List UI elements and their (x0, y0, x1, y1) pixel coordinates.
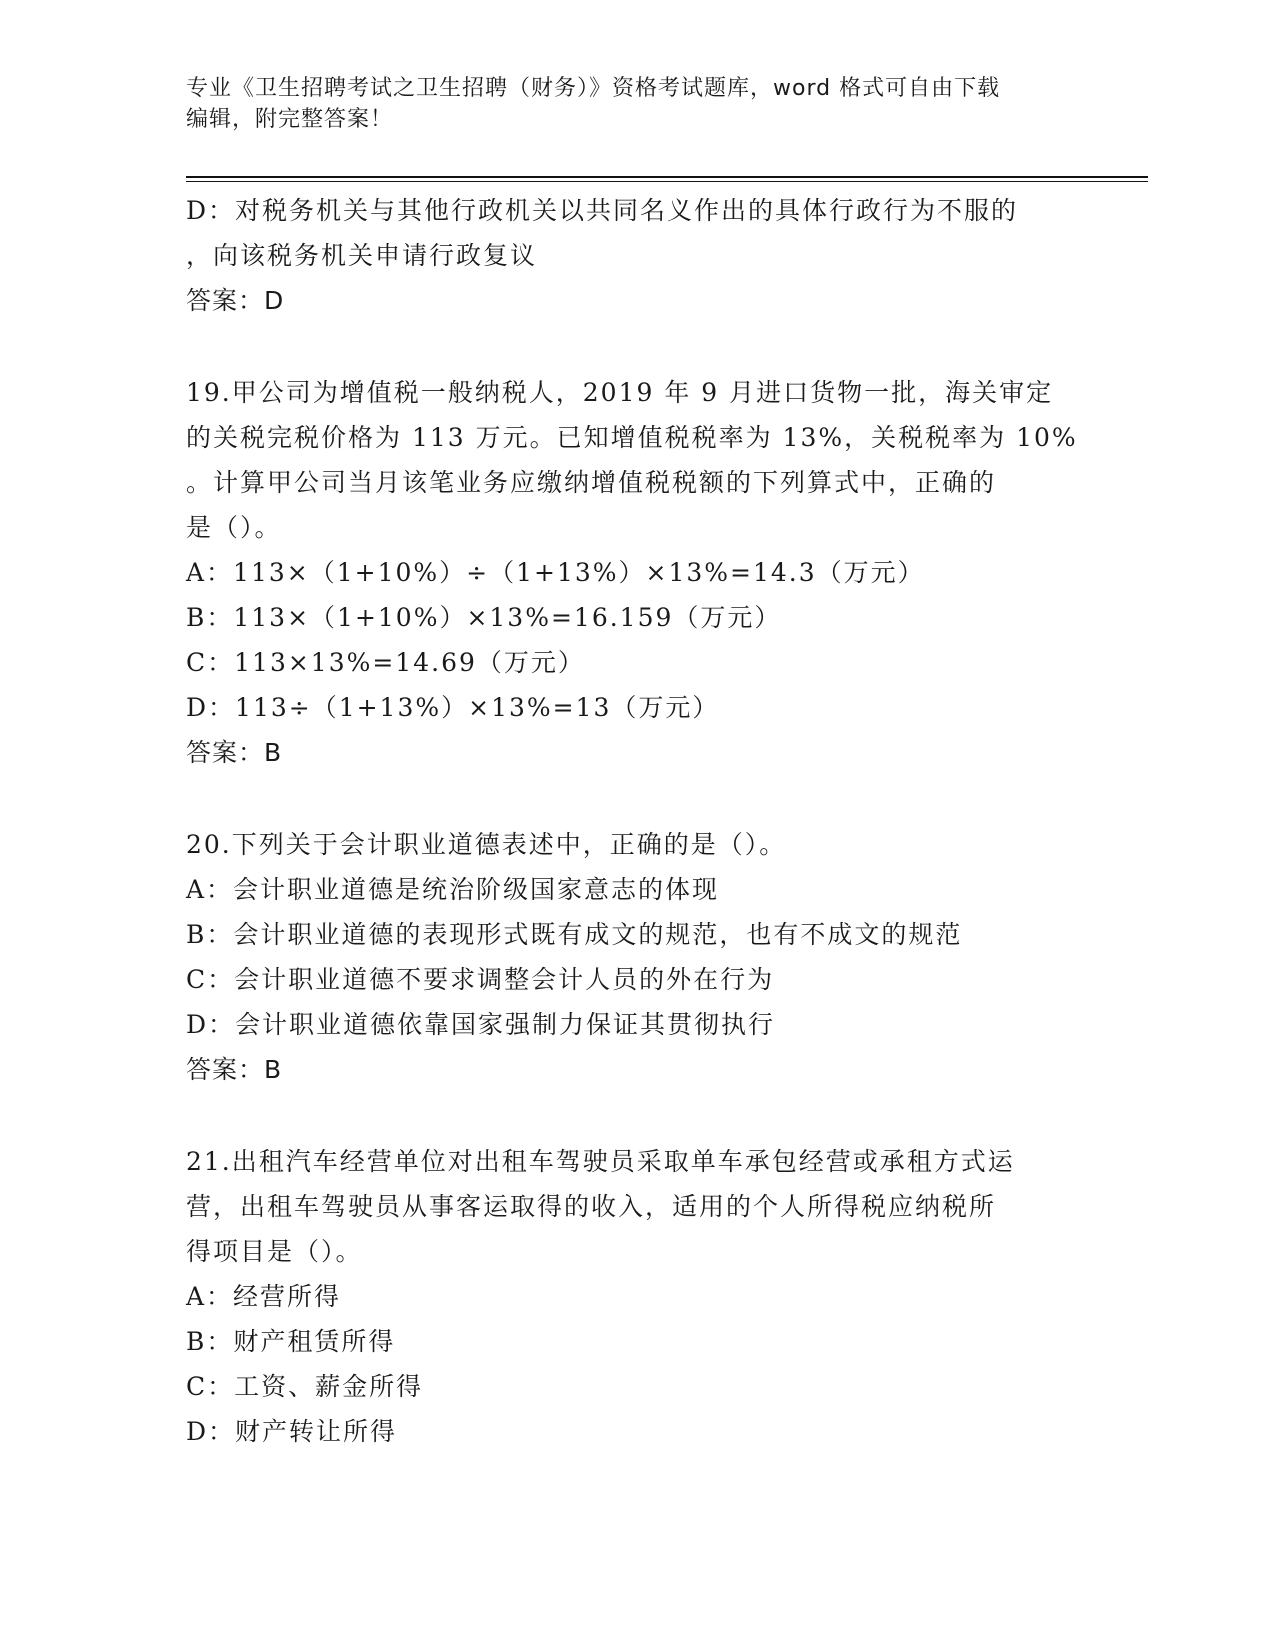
answer: 答案：B (186, 738, 283, 767)
question-stem-line: 21.出租汽车经营单位对出租车驾驶员采取单车承包经营或承租方式运 (186, 1147, 1015, 1176)
option-c: C：工资、薪金所得 (186, 1372, 424, 1401)
question-stem-line: 的关税完税价格为 113 万元。已知增值税税率为 13%，关税税率为 10% (186, 423, 1078, 452)
option-d: D：113÷（1+13%）×13%=13（万元） (186, 693, 720, 722)
question-content (186, 188, 1086, 1454)
question-18 (186, 188, 1086, 323)
question-stem-line: 是（）。 (186, 513, 282, 542)
option-a: A：会计职业道德是统治阶级国家意志的体现 (186, 875, 720, 904)
option-d-line-2: ，向该税务机关申请行政复议 (186, 241, 538, 270)
option-b: B：会计职业道德的表现形式既有成文的规范，也有不成文的规范 (186, 920, 963, 949)
header-rule-thin (186, 181, 1148, 182)
answer: 答案：D (186, 286, 285, 315)
option-b: B：113×（1+10%）×13%=16.159（万元） (186, 603, 782, 632)
option-d-line-1: D：对税务机关与其他行政机关以共同名义作出的具体行政行为不服的 (186, 196, 1019, 225)
question-19 (186, 370, 1086, 775)
document-header: 专业《卫生招聘考试之卫生招聘（财务）》资格考试题库，word 格式可自由下载 编辑，附完整答案！ (186, 76, 1001, 132)
option-d: D：财产转让所得 (186, 1417, 398, 1446)
question-21 (186, 1139, 1086, 1454)
header-rule-thick (186, 176, 1148, 178)
question-stem-line: 营，出租车驾驶员从事客运取得的收入，适用的个人所得税应纳税所 (186, 1192, 997, 1221)
question-stem-line: 19.甲公司为增值税一般纳税人，2019 年 9 月进口货物一批，海关审定 (186, 378, 1054, 407)
option-a: A：经营所得 (186, 1282, 342, 1311)
question-stem-line: 。计算甲公司当月该笔业务应缴纳增值税税额的下列算式中，正确的 (186, 468, 997, 497)
question-stem-line: 20.下列关于会计职业道德表述中，正确的是（）。 (186, 830, 787, 859)
option-c: C：113×13%=14.69（万元） (186, 648, 585, 677)
answer: 答案：B (186, 1055, 283, 1084)
option-a: A：113×（1+10%）÷（1+13%）×13%=14.3（万元） (186, 558, 925, 587)
option-b: B：财产租赁所得 (186, 1327, 396, 1356)
question-20 (186, 822, 1086, 1092)
option-d: D：会计职业道德依靠国家强制力保证其贯彻执行 (186, 1010, 776, 1039)
option-c: C：会计职业道德不要求调整会计人员的外在行为 (186, 965, 775, 994)
question-stem-line: 得项目是（）。 (186, 1237, 363, 1266)
